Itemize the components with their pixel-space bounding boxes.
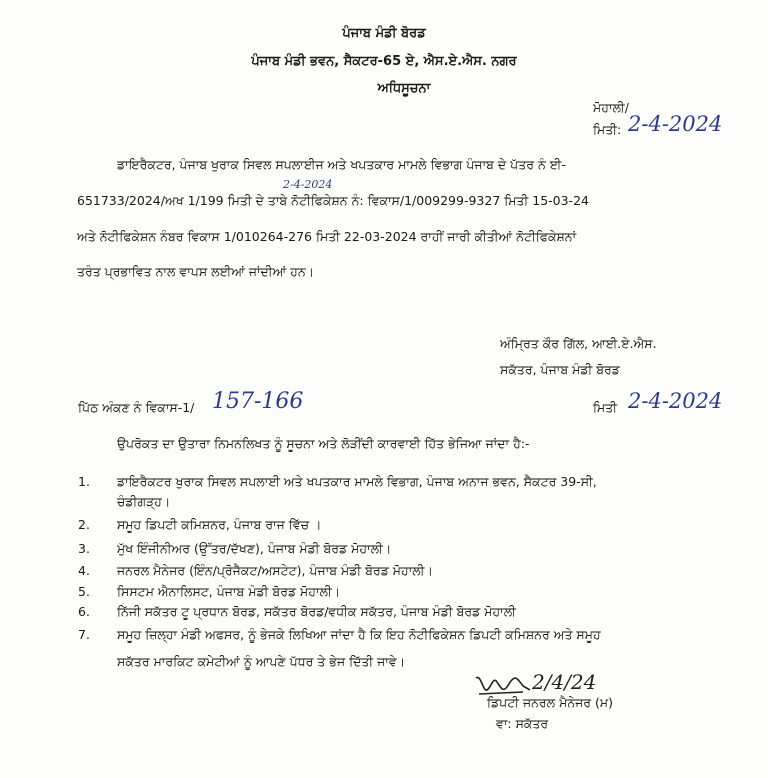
recipient-line: ਸਮੂਹ ਜ਼ਿਲ੍ਹਾ ਮੰਡੀ ਅਫਸਰ, ਨੂੰ ਭੇਜਕੇ ਲਿਖਿਆ ਜਾਂਦਾ ਹੈ ਕਿ ਇਹ ਨੋਟੀਫਿਕੇਸ਼ਨ ਡਿਪਟੀ ਕਮਿਸ਼ਨਰ ਅਤੇ ਸਮੂਹ	[117, 627, 601, 642]
recipient-line: ਜਨਰਲ ਮੈਨੇਜਰ (ਇੰਨ/ਪ੍ਰੋਜੈਕਟ/ਅਸਟੇਟ), ਪੰਜਾਬ ਮੰਡੀ ਬੋਰਡ ਮੋਹਾਲੀ।	[117, 563, 433, 578]
recipient-line: ਸਕੱਤਰ ਮਾਰਕਿਟ ਕਮੇਟੀਆਂ ਨੂੰ ਆਪਣੇ ਪੱਧਰ ਤੇ ਭੇਜ ਦਿੱਤੀ ਜਾਵੇ।	[117, 654, 406, 669]
body-line-2: 651733/2024/ਅਖ 1/199 ਮਿਤੀ ਦੇ ਤਾਬੇ ਨੋਟੀਫਿਕੇਸ਼ਨ ਨੰ: ਵਿਕਾਸ/1/009299-9327 ਮਿਤੀ 15-03-24	[77, 193, 589, 208]
recipient-number: 2.	[78, 517, 90, 532]
recipient-number: 6.	[78, 604, 90, 619]
endorsement-date-label: ਮਿਤੀ	[593, 400, 618, 415]
closing-title: ਡਿਪਟੀ ਜਨਰਲ ਮੈਨੇਜਰ (ਮ)	[487, 695, 614, 710]
recipient-number: 4.	[78, 563, 90, 578]
date-handwritten: 2-4-2024	[628, 112, 723, 136]
signatory-name: ਅੰਮ੍ਰਿਤ ਕੌਰ ਗਿੱਲ, ਆਈ.ਏ.ਐਸ.	[500, 336, 657, 351]
recipient-number: 5.	[78, 584, 90, 599]
recipient-line: ਮੁੱਖ ਇੰਜੀਨੀਅਰ (ਉੱਤਰ/ਦੱਖਣ), ਪੰਜਾਬ ਮੰਡੀ ਬੋਰਡ ਮੋਹਾਲੀ।	[117, 541, 392, 556]
recipient-line: ਸਿਸਟਮ ਐਨਾਲਿਸਟ, ਪੰਜਾਬ ਮੰਡੀ ਬੋਰਡ ਮੋਹਾਲੀ।	[117, 584, 341, 599]
endorsement-label: ਪਿੱਠ ਅੰਕਣ ਨੰ ਵਿਕਾਸ-1/	[78, 400, 195, 415]
signatory-title: ਸਕੱਤਰ, ਪੰਜਾਬ ਮੰਡੀ ਬੋਰਡ	[500, 362, 620, 377]
endorsement-number-handwritten: 157-166	[212, 389, 304, 414]
signature-date-handwritten: 2/4/24	[532, 670, 597, 694]
endorsement-date-handwritten: 2-4-2024	[628, 389, 723, 413]
recipient-number: 7.	[78, 627, 90, 642]
organization-name: ਪੰਜਾਬ ਮੰਡੀ ਬੋਰਡ	[342, 26, 426, 41]
body-line-1: ਡਾਇਰੈਕਟਰ, ਪੰਜਾਬ ਖੁਰਾਕ ਸਿਵਲ ਸਪਲਾਈਜ ਅਤੇ ਖਪਤਕਾਰ ਮਾਮਲੇ ਵਿਭਾਗ ਪੰਜਾਬ ਦੇ ਪੱਤਰ ਨੰ ਈ-	[117, 157, 566, 172]
endorsement-intro: ਉਪਰੋਕਤ ਦਾ ਉਤਾਰਾ ਨਿਮਨਲਿਖਤ ਨੂੰ ਸੂਚਨਾ ਅਤੇ ਲੋੜੀਂਦੀ ਕਾਰਵਾਈ ਹਿੱਤ ਭੇਜਿਆ ਜਾਂਦਾ ਹੈ:-	[117, 436, 530, 451]
recipient-number: 1.	[78, 474, 90, 489]
closing-for: ਵਾ: ਸਕੱਤਰ	[496, 716, 549, 731]
recipient-line: ਸਮੂਹ ਡਿਪਟੀ ਕਮਿਸ਼ਨਰ, ਪੰਜਾਬ ਰਾਜ ਵਿੱਚ ।	[117, 517, 322, 532]
recipient-line: ਡਾਇਰੈਕਟਰ ਖੁਰਾਕ ਸਿਵਲ ਸਪਲਾਈ ਅਤੇ ਖਪਤਕਾਰ ਮਾਮਲੇ ਵਿਭਾਗ, ਪੰਜਾਬ ਅਨਾਜ ਭਵਨ, ਸੈਕਟਰ 39-ਸੀ,	[117, 474, 597, 489]
organization-address: ਪੰਜਾਬ ਮੰਡੀ ਭਵਨ, ਸੈਕਟਰ-65 ਏ, ਐਸ.ਏ.ਐਸ. ਨਗਰ	[251, 54, 517, 69]
body-line-3: ਅਤੇ ਨੋਟੀਫਿਕੇਸ਼ਨ ਨੰਬਰ ਵਿਕਾਸ 1/010264-276 ਮਿਤੀ 22-03-2024 ਰਾਹੀਂ ਜਾਰੀ ਕੀਤੀਆਂ ਨੋਟੀਫਿਕੇਸ਼ਨਾਂ	[77, 229, 577, 244]
recipient-line: ਨਿੱਜੀ ਸਕੱਤਰ ਟੂ ਪ੍ਰਧਾਨ ਬੋਰਡ, ਸਕੱਤਰ ਬੋਰਡ/ਵਧੀਕ ਸਕੱਤਰ, ਪੰਜਾਬ ਮੰਡੀ ਬੋਰਡ ਮੋਹਾਲੀ	[117, 604, 516, 619]
date-label: ਮਿਤੀ:	[593, 122, 622, 137]
recipient-number: 3.	[78, 541, 90, 556]
body-line-2-handwritten-date: 2-4-2024	[283, 178, 333, 191]
body-line-4: ਤਰੰਤ ਪ੍ਰਭਾਵਿਤ ਨਾਲ ਵਾਪਸ ਲਈਆਂ ਜਾਂਦੀਆਂ ਹਨ।	[77, 264, 315, 279]
place-label: ਮੋਹਾਲੀ/	[593, 100, 629, 115]
recipient-line: ਚੰਡੀਗੜ੍ਹ।	[117, 494, 171, 509]
document-type: ਅਧਿਸੂਚਨਾ	[377, 81, 431, 96]
